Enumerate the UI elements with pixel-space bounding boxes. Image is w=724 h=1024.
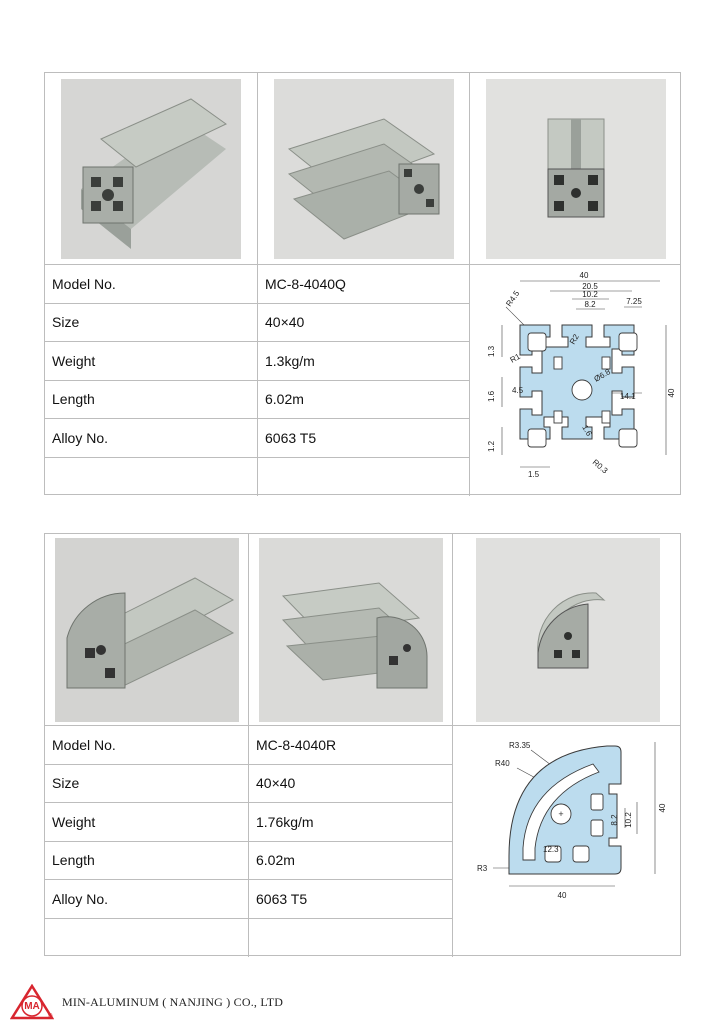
size-label: Size — [45, 765, 249, 803]
dim-corner-radius: R3 — [477, 864, 488, 873]
alloy-value: 6063 T5 — [256, 890, 308, 907]
spec-row-length — [45, 381, 469, 420]
length-value: 6.02m — [265, 391, 304, 408]
model-value: MC-8-4040Q — [265, 275, 346, 292]
dim-lip: 4.5 — [511, 386, 523, 395]
profile-drawing-cell — [451, 726, 680, 955]
photo-cell — [45, 73, 258, 265]
profile-photo-end — [476, 538, 660, 722]
empty-cell — [249, 919, 256, 958]
alloy-label: Alloy No. — [45, 419, 258, 457]
spec-table — [45, 265, 470, 496]
photo-cell — [249, 534, 453, 726]
company-logo — [10, 984, 54, 1020]
dim-offset: 12.3 — [543, 845, 559, 854]
empty-cell — [45, 458, 258, 497]
length-label: Length — [45, 842, 249, 880]
dim-fillet: R1 — [508, 351, 522, 365]
model-label: Model No. — [45, 265, 258, 303]
dim-small-radius: R0.3 — [590, 457, 609, 476]
profile-drawing-cell — [468, 265, 680, 494]
dim-slot-depth: 1.5 — [527, 470, 539, 479]
weight-value: 1.76kg/m — [256, 813, 314, 830]
dim-corner-radius: R4.5 — [503, 289, 521, 309]
dim-bore: Ø6.8 — [592, 367, 612, 384]
photo-cell — [453, 534, 682, 726]
profile-photo-angle — [259, 538, 443, 722]
cross-section-drawing-4040q — [472, 267, 677, 492]
spec-row-size — [45, 765, 452, 804]
profile-photo-front — [55, 538, 239, 722]
dim-wall-bottom: 1.2 — [486, 440, 496, 452]
dim-slot-spacing: 20.5 — [581, 282, 598, 291]
profile-photo-front — [61, 79, 241, 259]
dim-height: 40 — [658, 803, 667, 813]
center-mark-icon: + — [558, 809, 564, 819]
size-value: 40×40 — [256, 775, 296, 792]
weight-label: Weight — [45, 803, 249, 841]
alloy-value: 6063 T5 — [265, 429, 317, 446]
product-sheet-4040r — [44, 533, 681, 956]
dim-height: 40 — [666, 388, 676, 398]
dim-slot-inner: 8.2 — [610, 814, 619, 826]
spec-row-model — [45, 265, 469, 304]
size-value: 40×40 — [265, 314, 305, 331]
dim-wall-top: 1.3 — [486, 345, 496, 357]
profile-photo-angle — [274, 79, 454, 259]
spec-row-alloy — [45, 419, 469, 458]
spec-row-length — [45, 842, 452, 881]
dim-slot-outer: 10.2 — [624, 812, 633, 828]
dim-edge: 7.25 — [625, 297, 642, 306]
registered-mark: ® — [48, 1014, 53, 1020]
spec-row-weight — [45, 803, 452, 842]
dim-width: 40 — [579, 271, 588, 280]
profile-photo-end — [486, 79, 666, 259]
photo-cell — [258, 73, 470, 265]
spec-row-empty — [45, 458, 469, 497]
dim-inner-radius: R2 — [567, 332, 581, 346]
dim-slot-outer: 10.2 — [581, 290, 598, 299]
photo-row — [45, 73, 680, 265]
weight-value: 1.3kg/m — [265, 352, 315, 369]
spec-row-alloy — [45, 880, 452, 919]
weight-label: Weight — [45, 342, 258, 380]
photo-cell — [470, 73, 682, 265]
company-name: MIN-ALUMINUM ( NANJING ) CO., LTD — [62, 994, 284, 1009]
dim-wall-mid: 1.6 — [486, 390, 496, 402]
model-label: Model No. — [45, 726, 249, 764]
size-label: Size — [45, 304, 258, 342]
dim-bore-radius: R3.35 — [509, 741, 531, 750]
spec-row-weight — [45, 342, 469, 381]
photo-cell — [45, 534, 249, 726]
cross-section-drawing-4040r — [453, 728, 678, 953]
product-sheet-4040q — [44, 72, 681, 495]
dim-width: 40 — [557, 891, 567, 900]
spec-row-size — [45, 304, 469, 343]
company-footer — [10, 982, 283, 1022]
logo-text: MA — [24, 1001, 40, 1012]
spec-table — [45, 726, 453, 957]
dim-slot-inner: 8.2 — [583, 300, 596, 309]
length-value: 6.02m — [256, 852, 295, 869]
photo-row — [45, 534, 680, 726]
dim-arc-radius: R40 — [495, 759, 510, 768]
empty-cell — [258, 458, 265, 497]
spec-row-empty — [45, 919, 452, 958]
length-label: Length — [45, 381, 258, 419]
alloy-label: Alloy No. — [45, 880, 249, 918]
empty-cell — [45, 919, 249, 958]
spec-row-model — [45, 726, 452, 765]
dim-diagonal: 1.6 — [579, 423, 594, 438]
model-value: MC-8-4040R — [256, 736, 337, 753]
dim-web: 14.1 — [619, 392, 636, 401]
